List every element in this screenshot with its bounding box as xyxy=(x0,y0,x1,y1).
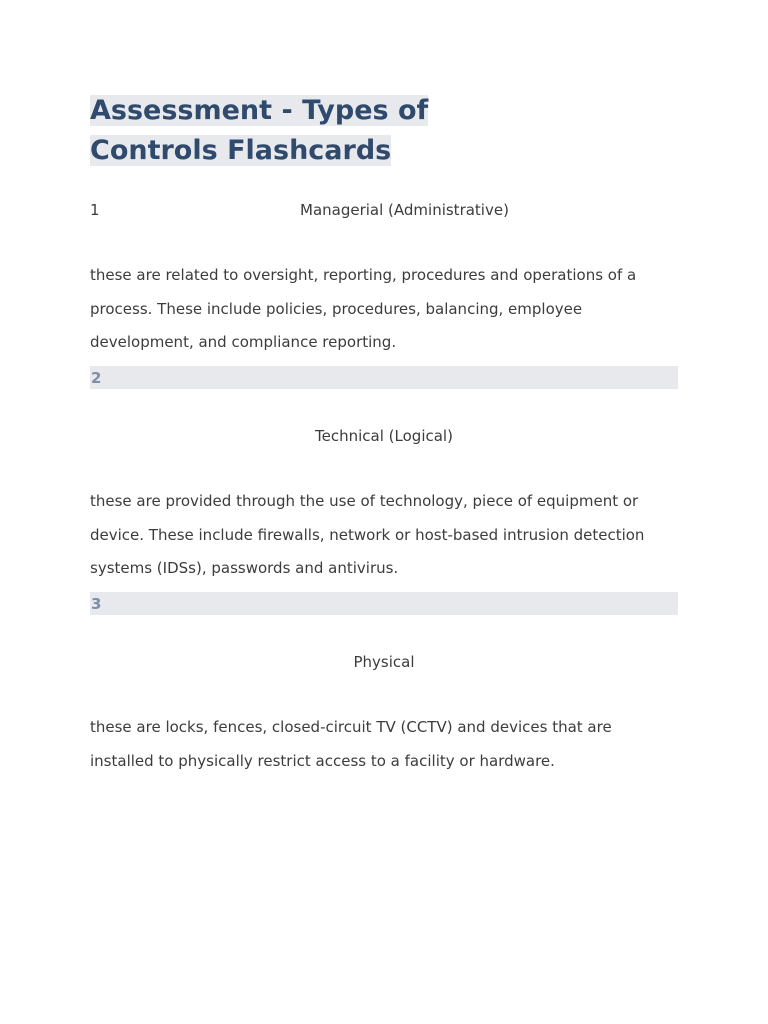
page-title xyxy=(90,91,560,171)
card-definition-2: these are provided through the use of technology, piece of equipment or device. These include firewalls, network or host-based intrusion detection systems (IDSs), passwords and antivirus. xyxy=(90,492,645,577)
card-number-2: 2 xyxy=(90,366,678,389)
card-definition-3: these are locks, fences, closed-circuit TV (CCTV) and devices that are installed to physically restrict access to a facility or hardware. xyxy=(90,718,612,770)
page-title-text: Assessment - Types of Controls Flashcards xyxy=(90,95,429,166)
card-term-1: Managerial (Administrative) xyxy=(300,201,509,219)
card-term-2: Technical (Logical) xyxy=(315,427,453,445)
card-definition-1: these are related to oversight, reporting, procedures and operations of a process. These include policies, procedures, balancing, employee development, and compliance reporting. xyxy=(90,266,637,351)
card-number-1: 1 xyxy=(90,201,100,219)
card-number-3: 3 xyxy=(90,592,678,615)
card-term-3: Physical xyxy=(353,653,415,671)
